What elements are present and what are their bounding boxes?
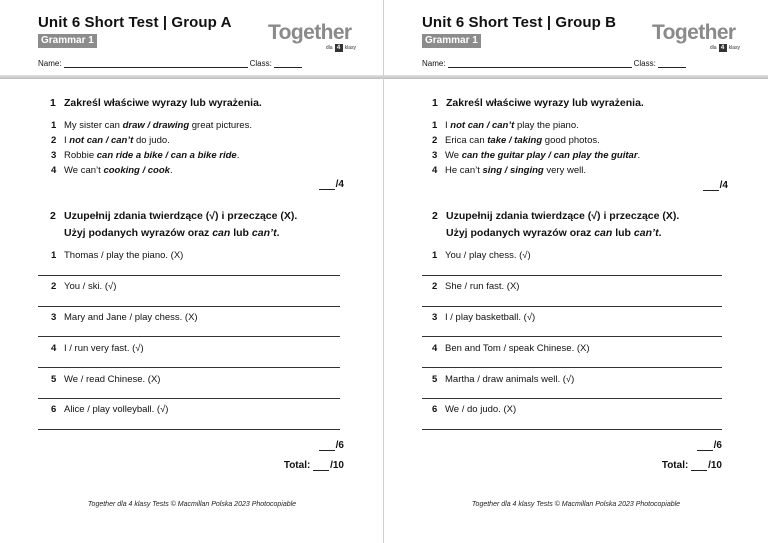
answer-line[interactable] [38,398,340,399]
together-logo: Together dla 4 klasy [652,21,740,51]
footer-copyright: Together dla 4 klasy Tests © Macmillan Polska 2023 Photocopiable [87,501,297,508]
header-rule [384,75,768,79]
task-2-score: /6 [697,440,722,451]
name-field[interactable] [64,60,248,68]
name-class-line [38,59,302,68]
answer-line[interactable] [422,306,722,307]
page-title: Unit 6 Short Test | Group B [422,14,617,31]
answer-line[interactable] [38,306,340,307]
task-1-score: /4 [319,179,344,190]
header-rule [0,75,384,79]
choice-options[interactable]: sing / singing [482,165,544,176]
answer-line[interactable] [422,336,722,337]
name-class-line [422,59,686,68]
choice-options[interactable]: not can / can’t [450,120,515,131]
answer-line[interactable] [422,398,722,399]
class-label: Class: [633,59,656,68]
footer-copyright: Together dla 4 klasy Tests © Macmillan Polska 2023 Photocopiable [471,501,681,508]
answer-line[interactable] [38,336,340,337]
class-field[interactable] [274,60,302,68]
class-label: Class: [249,59,272,68]
answer-line[interactable] [422,429,722,430]
choice-options[interactable]: not can / can’t [69,135,134,146]
answer-line[interactable] [422,275,722,276]
together-logo: Together dla 4 klasy [268,21,356,51]
name-label: Name: [38,59,62,68]
total-score: Total: /10 [661,460,722,471]
class-field[interactable] [658,60,686,68]
answer-line[interactable] [38,275,340,276]
total-score: Total: /10 [283,460,344,471]
choice-options[interactable]: can the guitar play / can play the guitar [461,150,638,161]
section-badge: Grammar 1 [38,34,97,48]
name-field[interactable] [448,60,632,68]
task-2-score: /6 [319,440,344,451]
task-1-score: /4 [703,180,728,191]
page-title: Unit 6 Short Test | Group A [38,14,232,31]
choice-options[interactable]: take / taking [487,135,543,146]
answer-line[interactable] [422,367,722,368]
test-sheet-group-b: Unit 6 Short Test | Group B Grammar 1 Together dla 4 klasy Name: Class: 1 Zakreśl właściwe wyrazy lub wyrażenia. 1 I not can / can’t play the piano. 2 Erica can take / taking good photos. 3 We can the guitar play / can play the guitar. 4 He can’t sing / singing very well. /4 2 Uzupełnij zdania twierdzące (√) i przeczące (X). Użyj podanych wyrazów oraz can lub can’t. 1 You / play chess. (√) 2 She / run fast. (X) 3 I / play basketball. (√) 4 Ben and Tom / speak Chinese. (X) 5 Martha / draw animals well. (√) 6 We / do judo. (X) /6 Total: /10 Together dla 4 klasy Tests © Macmillan Polska 2023 Photocopiable [384,0,768,543]
choice-options[interactable]: cooking / cook [103,165,170,176]
choice-options[interactable]: draw / drawing [122,120,190,131]
test-sheet-group-a: Unit 6 Short Test | Group A Grammar 1 Together dla 4 klasy Name: Class: 1 Zakreśl właściwe wyrazy lub wyrażenia. 1 My sister can draw / drawing great pictures. 2 I not can / can’t do judo. 3 Robbie can ride a bike / can a bike ride. 4 We can’t cooking / cook. /4 2 Uzupełnij zdania twierdzące (√) i przeczące (X). Użyj podanych wyrazów oraz can lub can’t. 1 Thomas / play the piano. (X) 2 You / ski. (√) 3 Mary and Jane / play chess. (X) 4 I / run very fast. (√) 5 We / read Chinese. (X) 6 Alice / play volleyball. (√) /6 Total: /10 Together dla 4 klasy Tests © Macmillan Polska 2023 Photocopiable [0,0,384,543]
choice-options[interactable]: can ride a bike / can a bike ride [96,150,237,161]
name-label: Name: [422,59,446,68]
section-badge: Grammar 1 [422,34,481,48]
answer-line[interactable] [38,429,340,430]
answer-line[interactable] [38,367,340,368]
